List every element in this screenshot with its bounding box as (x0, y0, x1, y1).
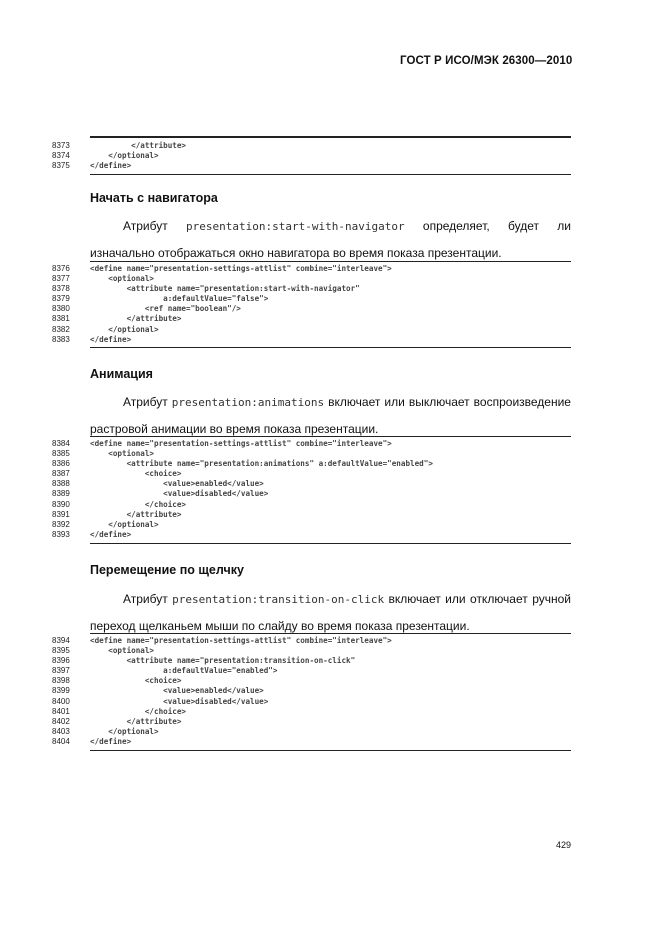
line-number: 8400 (52, 696, 70, 706)
code-rule-bottom (90, 347, 571, 348)
code-rule-top (90, 136, 571, 138)
line-number: 8379 (52, 294, 70, 304)
line-number: 8395 (52, 646, 70, 656)
line-number: 8381 (52, 314, 70, 324)
code-text: </attribute> (90, 314, 182, 324)
code-line (52, 449, 433, 459)
line-number: 8383 (52, 334, 70, 344)
code-text: </choice> (90, 499, 187, 509)
line-number: 8402 (52, 716, 70, 726)
para-text: Атрибут (123, 592, 168, 606)
code-text: </define> (90, 736, 132, 746)
code-text: </attribute> (90, 716, 182, 726)
section-heading: Перемещение по щелчку (90, 563, 244, 577)
code-line (52, 489, 433, 499)
code-text: <value>disabled</value> (90, 489, 269, 499)
code-rule-bottom (90, 174, 571, 175)
code-rule-top (90, 633, 571, 634)
code-line (52, 666, 392, 676)
code-line (52, 479, 433, 489)
code-text: <define name="presentation-settings-attlist" combine="interleave"> (90, 636, 392, 645)
code-text: <attribute name="presentation:transition-on-click" (90, 656, 356, 666)
code-line (52, 459, 433, 469)
code-text: <choice> (90, 676, 182, 686)
section-paragraph (90, 586, 571, 640)
code-block (52, 141, 186, 171)
code-rule-bottom (90, 750, 571, 751)
code-line (52, 727, 392, 737)
code-line (52, 737, 392, 747)
code-line (52, 697, 392, 707)
line-number: 8382 (52, 324, 70, 334)
document-header: ГОСТ Р ИСО/МЭК 26300—2010 (400, 55, 573, 67)
para-text: Атрибут (123, 395, 168, 409)
section-paragraph (90, 389, 571, 443)
line-number: 8394 (52, 636, 70, 645)
code-text: </optional> (90, 726, 159, 736)
line-number: 8377 (52, 274, 70, 284)
para-text: включает или выключает воспроизведение растровой анимации во время показа презентации. (90, 395, 571, 436)
code-block (52, 264, 392, 345)
code-rule-top (90, 436, 571, 437)
code-text: <define name="presentation-settings-attlist" combine="interleave"> (90, 264, 392, 273)
line-number: 8375 (52, 161, 70, 171)
line-number: 8391 (52, 509, 70, 519)
section-heading: Анимация (90, 367, 153, 381)
code-text: <ref name="boolean"/> (90, 304, 241, 314)
attribute-code: presentation:start-with-navigator (186, 220, 405, 233)
code-text: <optional> (90, 646, 155, 656)
line-number: 8380 (52, 304, 70, 314)
code-line (52, 500, 433, 510)
code-line (52, 439, 433, 449)
code-line (52, 274, 392, 284)
para-text: включает или отключает ручной переход щелканьем мыши по слайду во время показа презентации. (90, 592, 571, 633)
code-text: </optional> (90, 519, 159, 529)
code-line (52, 284, 392, 294)
code-line (52, 686, 392, 696)
code-line (52, 294, 392, 304)
code-line (52, 141, 186, 151)
code-line (52, 636, 392, 646)
code-line (52, 707, 392, 717)
line-number: 8373 (52, 141, 70, 150)
code-rule-bottom (90, 543, 571, 544)
line-number: 8384 (52, 439, 70, 448)
code-text: </define> (90, 334, 132, 344)
code-block (52, 636, 392, 747)
code-line (52, 161, 186, 171)
code-line (52, 469, 433, 479)
code-line (52, 717, 392, 727)
para-text: Атрибут (123, 219, 168, 233)
attribute-code: presentation:transition-on-click (172, 593, 385, 606)
code-text: </define> (90, 161, 132, 171)
line-number: 8387 (52, 469, 70, 479)
section-paragraph (90, 213, 571, 267)
code-line (52, 510, 433, 520)
code-text: </attribute> (90, 509, 182, 519)
page-number: 429 (556, 840, 572, 850)
code-text: a:defaultValue="false"> (90, 294, 269, 304)
code-line (52, 335, 392, 345)
code-rule-top (90, 261, 571, 262)
line-number: 8376 (52, 264, 70, 273)
code-line (52, 676, 392, 686)
code-text: <define name="presentation-settings-attlist" combine="interleave"> (90, 439, 392, 448)
line-number: 8392 (52, 519, 70, 529)
code-line (52, 646, 392, 656)
code-line (52, 264, 392, 274)
line-number: 8393 (52, 529, 70, 539)
code-text: <optional> (90, 449, 155, 459)
code-text: <value>enabled</value> (90, 479, 264, 489)
code-text: </optional> (90, 151, 159, 161)
code-text: </choice> (90, 706, 187, 716)
code-text: <choice> (90, 469, 182, 479)
line-number: 8397 (52, 666, 70, 676)
line-number: 8388 (52, 479, 70, 489)
line-number: 8404 (52, 736, 70, 746)
line-number: 8378 (52, 284, 70, 294)
code-text: <value>enabled</value> (90, 686, 264, 696)
code-text: </define> (90, 529, 132, 539)
code-text: a:defaultValue="enabled"> (90, 666, 278, 676)
line-number: 8385 (52, 449, 70, 459)
section-heading: Начать с навигатора (90, 191, 218, 205)
code-line (52, 304, 392, 314)
line-number: 8374 (52, 151, 70, 161)
code-block (52, 439, 433, 540)
code-line (52, 314, 392, 324)
code-text: <value>disabled</value> (90, 696, 269, 706)
line-number: 8386 (52, 459, 70, 469)
line-number: 8390 (52, 499, 70, 509)
line-number: 8396 (52, 656, 70, 666)
line-number: 8401 (52, 706, 70, 716)
code-text: <optional> (90, 274, 155, 284)
code-text: <attribute name="presentation:animations" a:defaultValue="enabled"> (90, 459, 433, 469)
para-text: определяет, будет ли изначально отображаться окно навигатора во время показа презентации. (90, 219, 571, 260)
code-text: </optional> (90, 324, 159, 334)
code-line (52, 325, 392, 335)
attribute-code: presentation:animations (171, 396, 325, 409)
line-number: 8399 (52, 686, 70, 696)
line-number: 8398 (52, 676, 70, 686)
code-line (52, 656, 392, 666)
code-line (52, 151, 186, 161)
code-text: </attribute> (90, 141, 187, 150)
line-number: 8389 (52, 489, 70, 499)
code-text: <attribute name="presentation:start-with-navigator" (90, 284, 360, 294)
line-number: 8403 (52, 726, 70, 736)
code-line (52, 530, 433, 540)
code-line (52, 520, 433, 530)
